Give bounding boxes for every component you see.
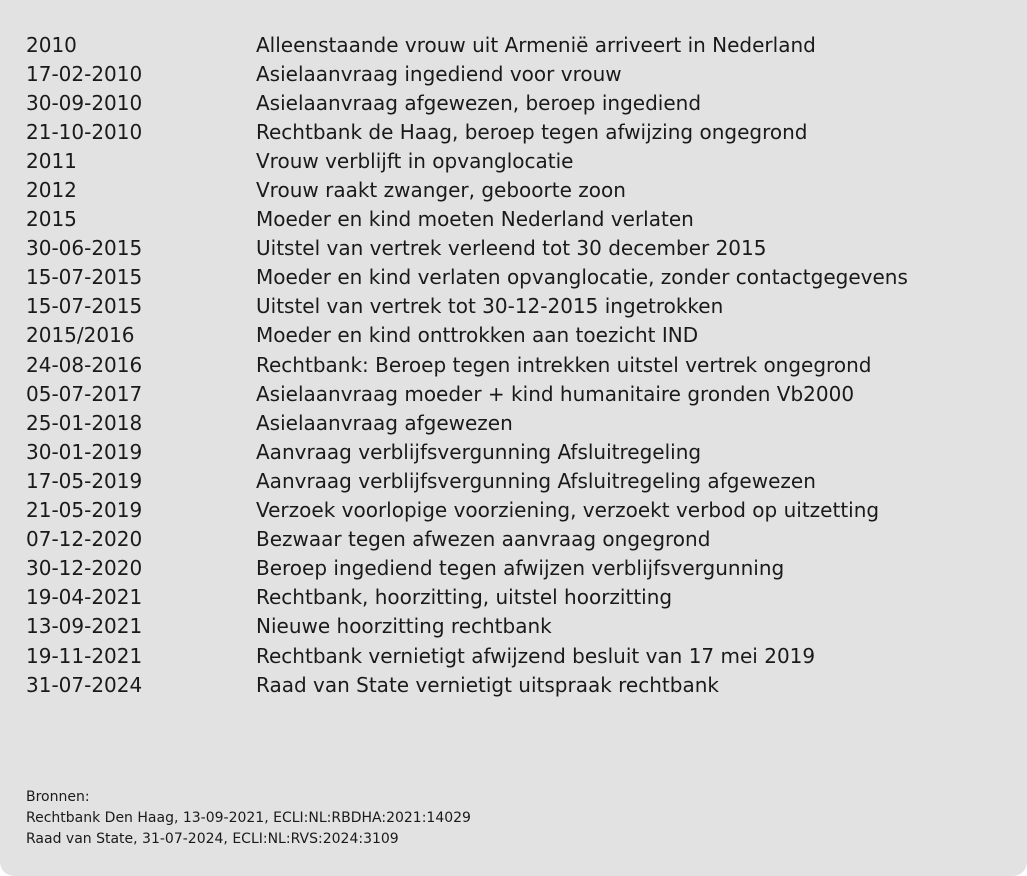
timeline-date: 19-04-2021: [26, 585, 143, 610]
timeline-date: 17-05-2019: [26, 468, 143, 493]
timeline-row: [0, 117, 1027, 146]
timeline-event: Moeder en kind moeten Nederland verlaten: [256, 207, 694, 232]
timeline-event: Nieuwe hoorzitting rechtbank: [256, 614, 552, 639]
timeline-date: 21-05-2019: [26, 498, 143, 523]
timeline-date: 30-06-2015: [26, 236, 143, 261]
timeline-date: 24-08-2016: [26, 352, 143, 377]
timeline-date: 15-07-2015: [26, 294, 143, 319]
timeline-date: 2015/2016: [26, 323, 135, 348]
timeline-date: 13-09-2021: [26, 614, 143, 639]
timeline-row: [0, 88, 1027, 117]
timeline-date: 30-09-2010: [26, 90, 143, 115]
timeline-row: [0, 466, 1027, 495]
timeline-date: 21-10-2010: [26, 119, 143, 144]
timeline-row: [0, 234, 1027, 263]
timeline-event: Rechtbank de Haag, beroep tegen afwijzing ongegrond: [256, 119, 808, 144]
timeline-event: Rechtbank vernietigt afwijzend besluit van 17 mei 2019: [256, 643, 816, 668]
timeline-row: [0, 408, 1027, 437]
timeline-event: Asielaanvraag afgewezen: [256, 410, 513, 435]
timeline-event: Raad van State vernietigt uitspraak rechtbank: [256, 672, 719, 697]
timeline-event: Bezwaar tegen afwezen aanvraag ongegrond: [256, 527, 711, 552]
timeline-event: Aanvraag verblijfsvergunning Afsluitregeling afgewezen: [256, 468, 816, 493]
timeline-date: 07-12-2020: [26, 527, 143, 552]
timeline-event: Vrouw verblijft in opvanglocatie: [256, 148, 574, 173]
timeline-row: [0, 30, 1027, 59]
timeline-row: [0, 437, 1027, 466]
timeline-event: Alleenstaande vrouw uit Armenië arriveert in Nederland: [256, 32, 816, 57]
timeline-event: Uitstel van vertrek tot 30-12-2015 ingetrokken: [256, 294, 724, 319]
timeline-row: [0, 292, 1027, 321]
timeline-row: [0, 350, 1027, 379]
timeline-event: Moeder en kind onttrokken aan toezicht IND: [256, 323, 699, 348]
timeline-date: 19-11-2021: [26, 643, 143, 668]
timeline-row: [0, 205, 1027, 234]
timeline-date: 2011: [26, 148, 77, 173]
timeline-event: Verzoek voorlopige voorziening, verzoekt verbod op uitzetting: [256, 498, 880, 523]
timeline-row: [0, 321, 1027, 350]
timeline-event: Beroep ingediend tegen afwijzen verblijfsvergunning: [256, 556, 785, 581]
source-line: Raad van State, 31-07-2024, ECLI:NL:RVS:2024:3109: [26, 831, 399, 847]
timeline-event: Moeder en kind verlaten opvanglocatie, zonder contactgegevens: [256, 265, 908, 290]
timeline-date: 2015: [26, 207, 77, 232]
timeline-date: 15-07-2015: [26, 265, 143, 290]
timeline-row: [0, 554, 1027, 583]
timeline-date: 30-01-2019: [26, 439, 143, 464]
timeline-date: 17-02-2010: [26, 61, 143, 86]
timeline-row: [0, 525, 1027, 554]
sources-heading: Bronnen:: [26, 789, 90, 805]
sources-block: [26, 787, 471, 850]
timeline-row: [0, 379, 1027, 408]
timeline-event: Rechtbank: Beroep tegen intrekken uitstel vertrek ongegrond: [256, 352, 872, 377]
timeline-event: Vrouw raakt zwanger, geboorte zoon: [256, 178, 626, 203]
timeline-event: Aanvraag verblijfsvergunning Afsluitregeling: [256, 439, 702, 464]
timeline-row: [0, 641, 1027, 670]
timeline-list: [0, 30, 1027, 699]
timeline-event: Asielaanvraag ingediend voor vrouw: [256, 61, 622, 86]
timeline-date: 05-07-2017: [26, 381, 143, 406]
timeline-date: 2012: [26, 178, 77, 203]
timeline-date: 30-12-2020: [26, 556, 143, 581]
timeline-event: Uitstel van vertrek verleend tot 30 december 2015: [256, 236, 767, 261]
timeline-date: 31-07-2024: [26, 672, 143, 697]
timeline-row: [0, 612, 1027, 641]
source-line: Rechtbank Den Haag, 13-09-2021, ECLI:NL:RBDHA:2021:14029: [26, 810, 471, 826]
timeline-row: [0, 59, 1027, 88]
timeline-row: [0, 583, 1027, 612]
timeline-row: [0, 496, 1027, 525]
timeline-event: Asielaanvraag afgewezen, beroep ingediend: [256, 90, 702, 115]
timeline-event: Rechtbank, hoorzitting, uitstel hoorzitting: [256, 585, 673, 610]
timeline-row: [0, 146, 1027, 175]
timeline-date: 25-01-2018: [26, 410, 143, 435]
timeline-row: [0, 175, 1027, 204]
timeline-event: Asielaanvraag moeder + kind humanitaire gronden Vb2000: [256, 381, 855, 406]
timeline-row: [0, 263, 1027, 292]
timeline-date: 2010: [26, 32, 77, 57]
timeline-row: [0, 670, 1027, 699]
